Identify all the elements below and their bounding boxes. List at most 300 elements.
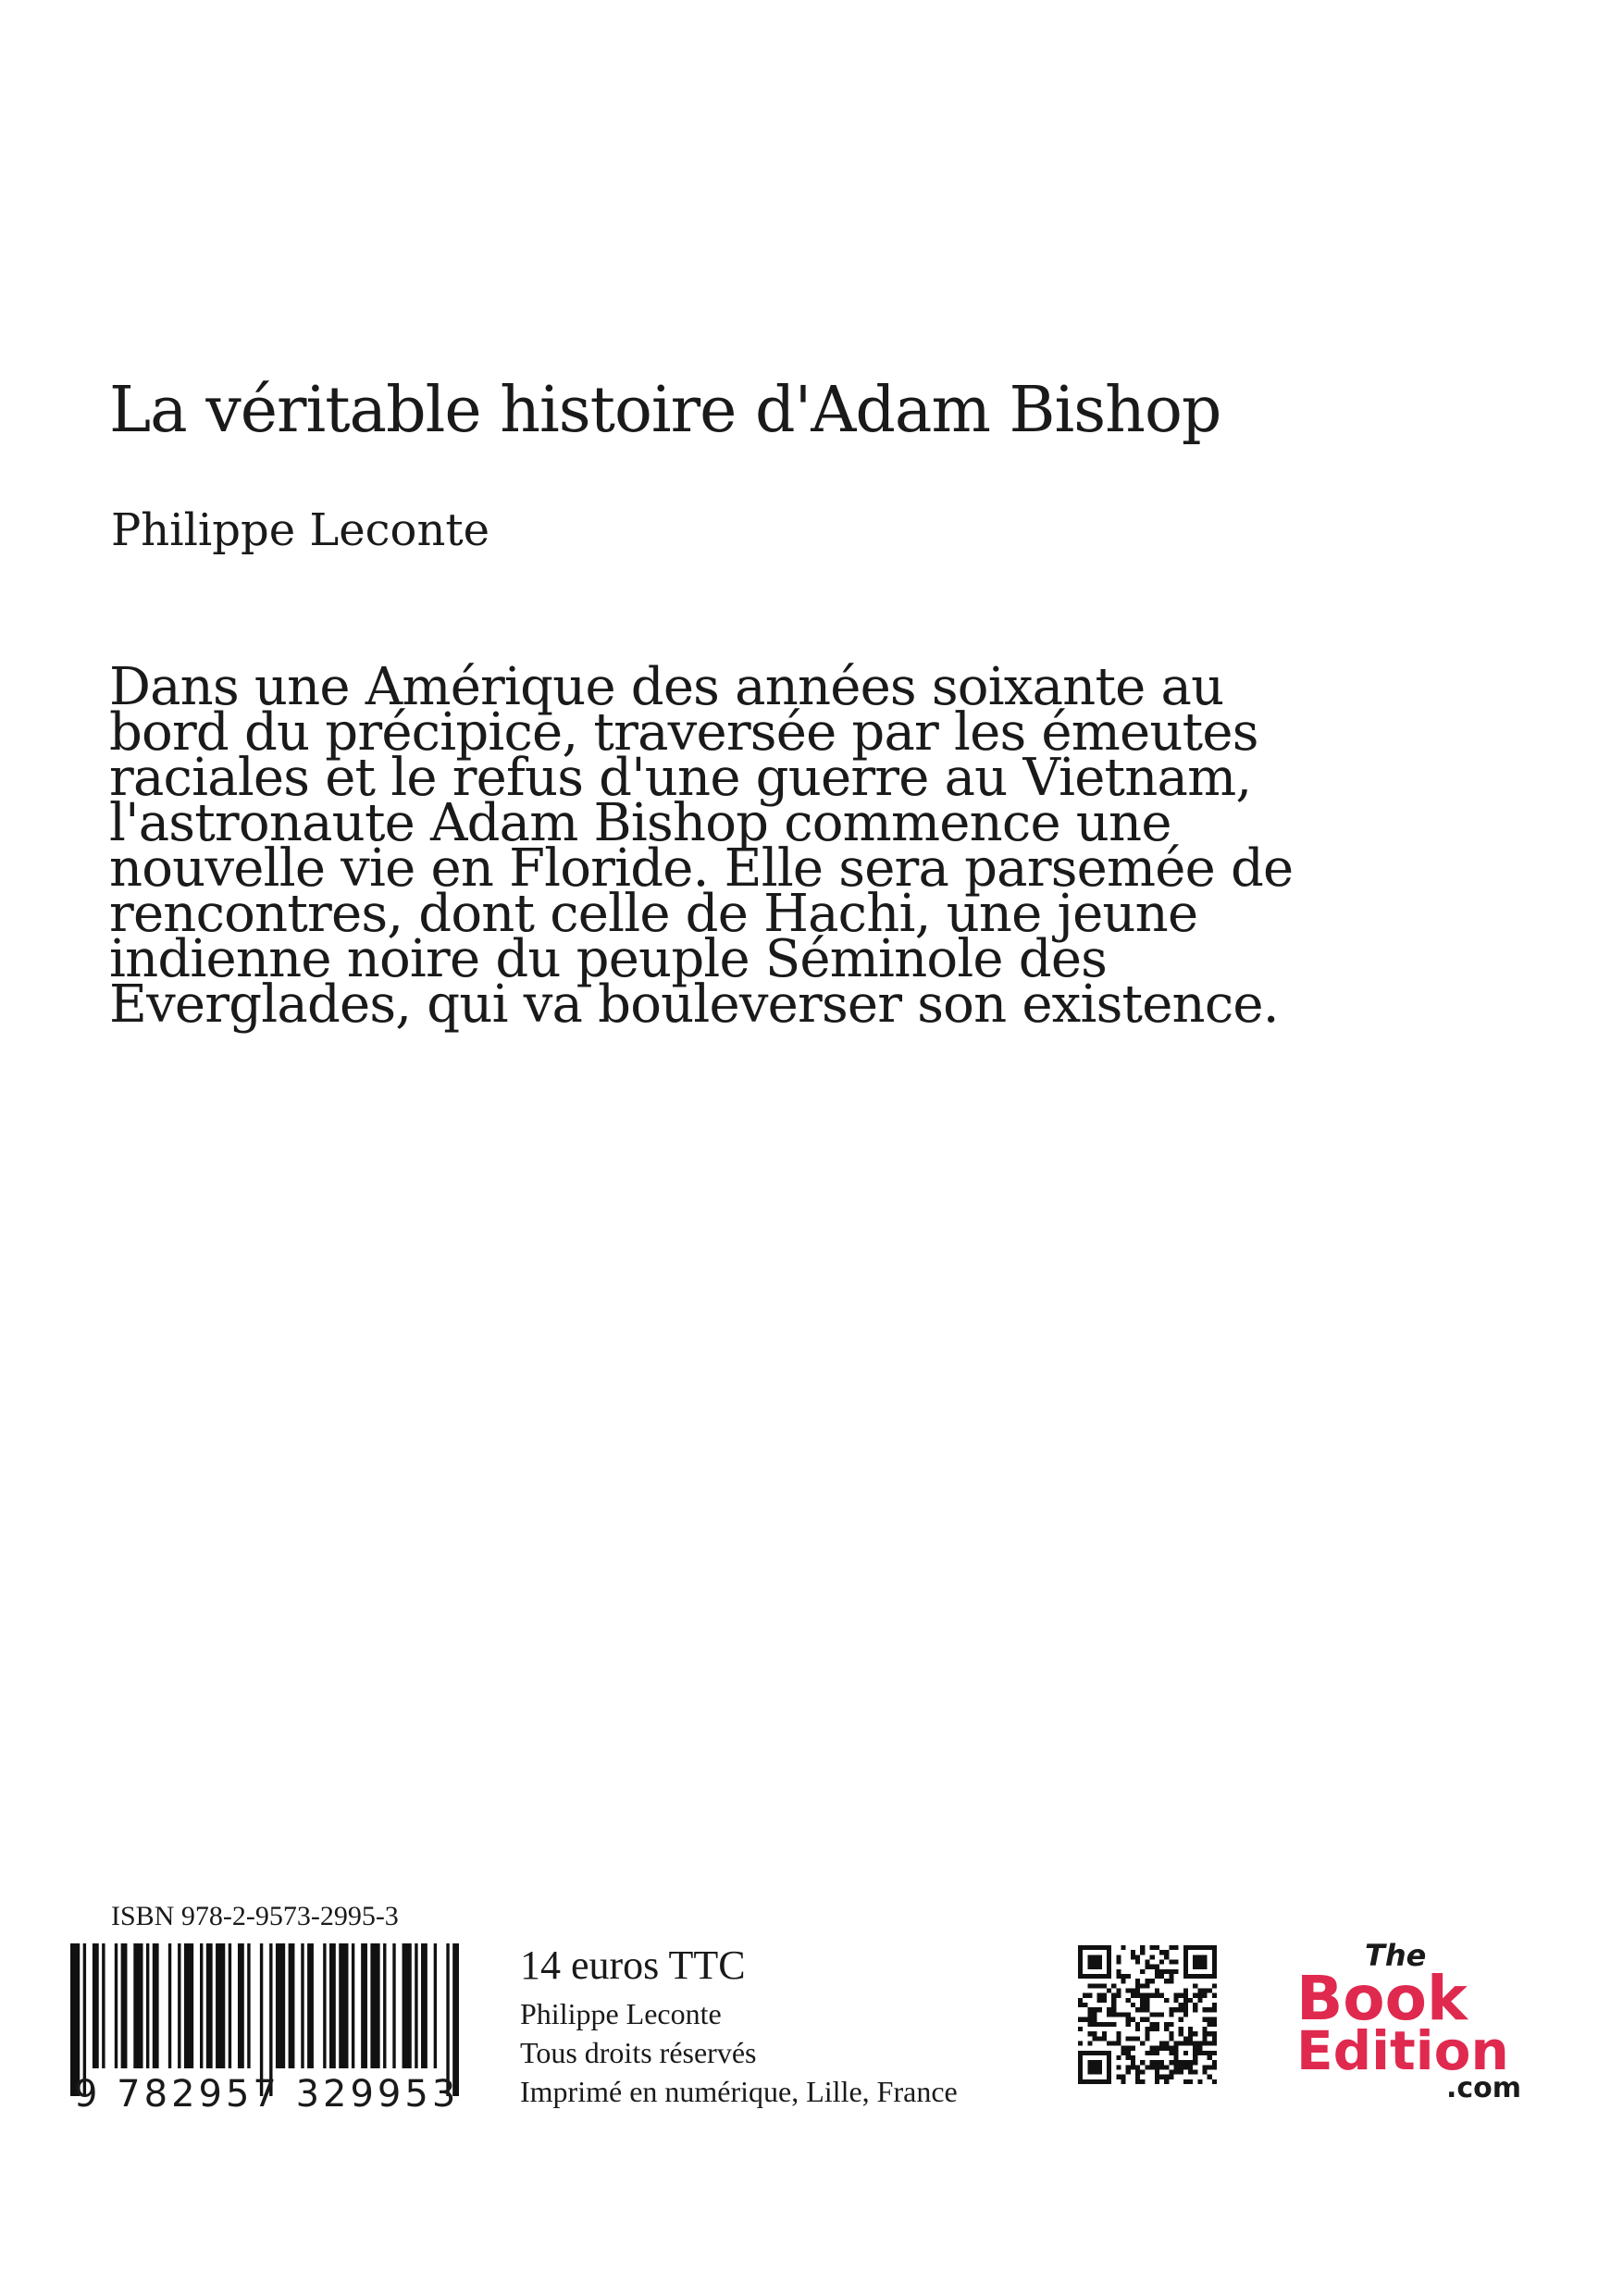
qr-module [1197, 1989, 1202, 1993]
qr-module [1116, 2012, 1121, 2017]
qr-module [1111, 1998, 1116, 2003]
qr-module [1208, 2075, 1212, 2079]
book-author: Philippe Leconte [111, 504, 490, 556]
qr-module [1087, 1955, 1102, 1969]
qr-module [1140, 2017, 1145, 2022]
qr-module [1126, 2012, 1131, 2017]
barcode-bar [289, 1943, 295, 2068]
qr-module [1202, 2007, 1207, 2012]
qr-module [1159, 1950, 1164, 1955]
publisher-logo [1291, 1934, 1541, 2101]
qr-module [1093, 1983, 1097, 1988]
barcode-bar [121, 1943, 128, 2068]
qr-module [1116, 1960, 1121, 1965]
qr-module [1183, 1998, 1188, 2003]
qr-module [1212, 2007, 1217, 2012]
qr-module [1116, 1955, 1121, 1959]
qr-module [1135, 2022, 1140, 2027]
qr-module [1202, 1989, 1207, 1993]
qr-module [1164, 2075, 1169, 2079]
qr-module [1155, 1974, 1159, 1979]
qr-module [1145, 2003, 1149, 2007]
qr-module [1121, 2075, 1126, 2079]
qr-module [1131, 2046, 1135, 2051]
barcode-bar [403, 1943, 412, 2068]
qr-module [1183, 1989, 1188, 1993]
qr-module [1140, 2069, 1145, 2074]
price: 14 euros TTC [520, 1942, 746, 1988]
qr-module [1121, 2046, 1126, 2051]
qr-module [1197, 2051, 1202, 2055]
logo-edition: Edition [1296, 2019, 1509, 2082]
qr-module [1093, 2036, 1097, 2041]
qr-module [1150, 1965, 1155, 1969]
qr-module [1140, 1983, 1145, 1988]
qr-module [1135, 1979, 1140, 1983]
qr-module [1212, 2036, 1217, 2041]
qr-module [1097, 1993, 1102, 1998]
barcode-digits: 9 782957 329953 [74, 2073, 460, 2116]
qr-module [1183, 1993, 1188, 1998]
qr-module [1135, 1960, 1140, 1965]
qr-module [1111, 1993, 1116, 1998]
qr-module [1150, 2022, 1155, 2027]
publisher-line: Philippe Leconte [520, 1997, 722, 2030]
qr-module [1164, 1955, 1169, 1959]
barcode-bar [93, 1943, 99, 2068]
qr-module [1150, 2012, 1155, 2017]
qr-module [1097, 1983, 1102, 1988]
qr-module [1164, 2022, 1169, 2027]
qr-module [1169, 2012, 1173, 2017]
qr-module [1212, 2060, 1217, 2065]
qr-module [1150, 1945, 1155, 1950]
qr-module [1140, 2003, 1145, 2007]
qr-module [1087, 2041, 1092, 2045]
blurb-line: Everglades, qui va bouleverser son existence. [109, 974, 1279, 1035]
qr-module [1179, 2027, 1183, 2031]
barcode-bar [216, 1943, 225, 2068]
qr-module [1212, 2079, 1217, 2084]
barcode-bar [229, 1943, 231, 2068]
qr-module [1159, 2046, 1164, 2051]
qr-module [1135, 1993, 1140, 1998]
qr-module [1145, 2051, 1149, 2055]
qr-module [1150, 1979, 1155, 1983]
qr-module [1121, 1974, 1126, 1979]
qr-module [1169, 2060, 1173, 2065]
qr-module [1202, 2051, 1207, 2055]
qr-module [1087, 1983, 1092, 1988]
isbn-label: ISBN 978-2-9573-2995-3 [111, 1901, 399, 1931]
qr-module [1126, 1974, 1131, 1979]
qr-module [1131, 2060, 1135, 2065]
qr-module [1169, 1960, 1173, 1965]
qr-module [1208, 2017, 1212, 2022]
barcode-bar [153, 1943, 159, 2068]
qr-module [1135, 2027, 1140, 2031]
qr-module [1169, 1945, 1173, 1950]
qr-module [1155, 2046, 1159, 2051]
qr-module [1126, 2069, 1131, 2074]
barcode-bar [392, 1943, 395, 2068]
qr-module [1087, 2007, 1092, 2012]
qr-module [1097, 2007, 1102, 2012]
qr-module [1140, 2060, 1145, 2065]
qr-module [1135, 2065, 1140, 2069]
qr-module [1155, 2060, 1159, 2065]
qr-module [1107, 2041, 1111, 2045]
barcode-bar [184, 1943, 193, 2068]
qr-module [1169, 2069, 1173, 2074]
qr-module [1208, 2031, 1212, 2036]
qr-module [1131, 1993, 1135, 1998]
qr-module [1193, 2031, 1197, 2036]
qr-module [1202, 2031, 1207, 2036]
qr-module [1208, 1989, 1212, 1993]
qr-module [1093, 2012, 1097, 2017]
barcode-bar [200, 1943, 203, 2068]
qr-module [1126, 2051, 1131, 2055]
qr-module [1212, 1983, 1217, 1988]
qr-module [1140, 1969, 1145, 1974]
qr-module [1202, 2017, 1207, 2022]
qr-module [1111, 2022, 1116, 2027]
qr-module [1155, 1989, 1159, 1993]
qr-module [1193, 2003, 1197, 2007]
qr-module [1155, 2079, 1159, 2084]
qr-module [1131, 1950, 1135, 1955]
qr-module [1159, 1993, 1164, 1998]
qr-module [1179, 2017, 1183, 2022]
blurb-line: bord du précipice, traversée par les émeutes [109, 702, 1258, 763]
qr-module [1102, 1998, 1107, 2003]
qr-module [1131, 2017, 1135, 2022]
barcode-bar [361, 1943, 367, 2068]
qr-module [1116, 1989, 1121, 1993]
qr-module [1155, 1945, 1159, 1950]
qr-module [1126, 2065, 1131, 2069]
qr-module [1173, 2069, 1178, 2074]
qr-module [1102, 1993, 1107, 1998]
barcode-bar [206, 1943, 213, 2068]
qr-module [1150, 2046, 1155, 2051]
qr-module [1097, 2036, 1102, 2041]
qr-module [1169, 2051, 1173, 2055]
blurb-line: l'astronaute Adam Bishop commence une [109, 793, 1171, 853]
qr-module [1173, 2065, 1178, 2069]
qr-module [1212, 2017, 1217, 2022]
qr-module [1116, 2065, 1121, 2069]
qr-module [1150, 2051, 1155, 2055]
qr-module [1102, 2036, 1107, 2041]
qr-module [1169, 2007, 1173, 2012]
qr-module [1155, 2012, 1159, 2017]
logo-the: The [1365, 1938, 1427, 1973]
qr-module [1212, 2041, 1217, 2045]
barcode-bar [133, 1943, 142, 2068]
qr-module [1131, 2003, 1135, 2007]
qr-module [1126, 2036, 1131, 2041]
qr-module [1087, 2017, 1092, 2022]
qr-module [1155, 1965, 1159, 1969]
qr-module [1145, 1960, 1149, 1965]
qr-module [1145, 1993, 1149, 1998]
qr-module [1145, 2017, 1149, 2022]
qr-module [1169, 2022, 1173, 2027]
barcode-bar [339, 1943, 348, 2068]
qr-module [1121, 1945, 1126, 1950]
qr-module [1093, 2031, 1097, 2036]
barcode-bar [434, 1943, 437, 2068]
qr-module [1097, 1998, 1102, 2003]
qr-module [1193, 1993, 1197, 1998]
qr-module [1202, 1993, 1207, 1998]
qr-module [1140, 2007, 1145, 2012]
qr-module [1150, 1955, 1155, 1959]
qr-module [1208, 2051, 1212, 2055]
qr-module [1179, 2065, 1183, 2069]
qr-module [1164, 2046, 1169, 2051]
qr-module [1164, 2065, 1169, 2069]
qr-module [1131, 2055, 1135, 2060]
qr-module [1135, 2007, 1140, 2012]
qr-module [1164, 1969, 1169, 1974]
qr-module [1173, 1969, 1178, 1974]
barcode-bar [421, 1943, 427, 2068]
qr-module [1116, 2041, 1121, 2045]
qr-module [1193, 2069, 1197, 2074]
qr-module [1208, 2022, 1212, 2027]
qr-module [1116, 1969, 1121, 1974]
qr-module [1078, 1998, 1083, 2003]
qr-module [1145, 2065, 1149, 2069]
qr-module [1188, 1998, 1193, 2003]
qr-module [1202, 2069, 1207, 2074]
barcode-bar [102, 1943, 105, 2068]
blurb-line: nouvelle vie en Floride. Elle sera parsemée de [109, 838, 1294, 899]
qr-module [1145, 1998, 1149, 2003]
qr-module [1155, 2069, 1159, 2074]
qr-module [1202, 2027, 1207, 2031]
qr-module [1140, 1950, 1145, 1955]
barcode-bar [146, 1943, 149, 2068]
qr-module [1111, 2003, 1116, 2007]
qr-module [1121, 2079, 1126, 2084]
qr-module [1159, 1960, 1164, 1965]
qr-module [1183, 2065, 1188, 2069]
qr-module [1159, 2060, 1164, 2065]
qr-module [1212, 2065, 1217, 2069]
qr-module [1164, 1998, 1169, 2003]
qr-module [1126, 2022, 1131, 2027]
qr-module [1121, 1979, 1126, 1983]
qr-module [1208, 2007, 1212, 2012]
qr-module [1179, 1993, 1183, 1998]
qr-module [1097, 2022, 1102, 2027]
qr-module [1179, 2003, 1183, 2007]
logo-com: .com [1446, 2072, 1522, 2101]
qr-module [1150, 1993, 1155, 1998]
qr-module [1169, 2036, 1173, 2041]
qr-module [1135, 1983, 1140, 1988]
qr-module [1159, 2065, 1164, 2069]
qr-module [1145, 2036, 1149, 2041]
qr-module [1179, 2031, 1183, 2036]
qr-module [1188, 2065, 1193, 2069]
barcode-bar [178, 1943, 180, 2068]
qr-module [1159, 2075, 1164, 2079]
qr-module [1159, 1969, 1164, 1974]
qr-module [1193, 2007, 1197, 2012]
qr-module [1116, 1974, 1121, 1979]
qr-module [1173, 2007, 1178, 2012]
qr-module [1159, 1974, 1164, 1979]
blurb-line: raciales et le refus d'une guerre au Vietnam, [109, 748, 1252, 808]
qr-module [1145, 1965, 1149, 1969]
qr-module [1212, 2051, 1217, 2055]
qr-module [1145, 1983, 1149, 1988]
qr-module [1173, 1993, 1178, 1998]
barcode-bar [115, 1943, 118, 2068]
barcode-bar [168, 1943, 171, 2068]
qr-module [1111, 1983, 1116, 1988]
qr-module [1087, 2031, 1092, 2036]
qr-module [1131, 1989, 1135, 1993]
qr-module [1083, 1993, 1087, 1998]
qr-module [1212, 2031, 1217, 2036]
qr-module [1193, 1955, 1208, 1969]
qr-module [1140, 1998, 1145, 2003]
qr-module [1093, 2007, 1097, 2012]
blurb-line: indienne noire du peuple Séminole des [109, 929, 1108, 989]
qr-module [1140, 1993, 1145, 1998]
qr-module [1155, 1993, 1159, 1998]
barcode-bar [247, 1943, 250, 2068]
qr-module [1078, 2041, 1083, 2045]
barcode-bar [383, 1943, 386, 2068]
qr-module [1116, 2075, 1121, 2079]
qr-module [1164, 2041, 1169, 2045]
qr-module [1135, 2079, 1140, 2084]
qr-module [1116, 2036, 1121, 2041]
qr-module [1208, 2041, 1212, 2045]
qr-module [1111, 2041, 1116, 2045]
qr-module [1169, 1979, 1173, 1983]
qr-module [1102, 1983, 1107, 1988]
qr-module [1140, 2079, 1145, 2084]
qr-module [1173, 1945, 1178, 1950]
barcode-bar [307, 1943, 314, 2068]
publisher-line: Imprimé en numérique, Lille, France [520, 2075, 958, 2108]
qr-module [1208, 2065, 1212, 2069]
qr-module [1173, 1998, 1178, 2003]
qr-module [1131, 2036, 1135, 2041]
qr-module [1155, 1969, 1159, 1974]
qr-module [1155, 2022, 1159, 2027]
qr-module [1150, 2060, 1155, 2065]
qr-module [1107, 2007, 1111, 2012]
qr-module [1155, 2075, 1159, 2079]
qr-module [1078, 2017, 1083, 2022]
logo-book: Book [1296, 1963, 1468, 2034]
qr-module [1078, 2003, 1083, 2007]
qr-module [1083, 2017, 1087, 2022]
qr-module [1188, 2031, 1193, 2036]
qr-module [1212, 2022, 1217, 2027]
qr-module [1169, 2075, 1173, 2079]
qr-module [1135, 2069, 1140, 2074]
qr-module [1197, 2079, 1202, 2084]
qr-module [1212, 1993, 1217, 1998]
qr-module [1164, 2079, 1169, 2084]
barcode-bar [415, 1943, 417, 2068]
qr-module [1183, 2007, 1188, 2012]
qr-module [1126, 2046, 1131, 2051]
qr-module [1107, 2022, 1111, 2027]
qr-module [1131, 1955, 1135, 1959]
qr-module [1116, 2031, 1121, 2036]
qr-module [1116, 1993, 1121, 1998]
qr-module [1159, 2041, 1164, 2045]
qr-module [1116, 2055, 1121, 2060]
qr-module [1202, 2065, 1207, 2069]
qr-module [1107, 2012, 1111, 2017]
qr-module [1150, 2027, 1155, 2031]
qr-module [1087, 2022, 1092, 2027]
qr-module [1179, 2007, 1183, 2012]
qr-module [1121, 2012, 1126, 2017]
qr-module [1087, 2060, 1102, 2075]
qr-module [1107, 1989, 1111, 1993]
qr-module [1093, 2017, 1097, 2022]
qr-module [1169, 1974, 1173, 1979]
qr-module [1183, 2003, 1188, 2007]
qr-module [1164, 2027, 1169, 2031]
qr-module [1145, 2027, 1149, 2031]
qr-module [1087, 2012, 1092, 2017]
qr-module [1188, 2036, 1193, 2041]
qr-module [1078, 2027, 1083, 2031]
qr-module [1111, 2012, 1116, 2017]
qr-module [1135, 2075, 1140, 2079]
qr-module [1126, 1998, 1131, 2003]
qr-module [1169, 1969, 1173, 1974]
qr-module [1183, 2051, 1188, 2055]
qr-module [1083, 2003, 1087, 2007]
qr-module [1197, 1998, 1202, 2003]
qr-module [1164, 1979, 1169, 1983]
qr-module [1159, 2012, 1164, 2017]
qr-code [1078, 1945, 1217, 2084]
qr-module [1131, 2065, 1135, 2069]
barcode-bar [370, 1943, 379, 2068]
qr-module [1188, 2079, 1193, 2084]
barcode-bar [301, 1943, 304, 2068]
publisher-line: Tous droits réservés [520, 2036, 757, 2069]
qr-module [1183, 2079, 1188, 2084]
qr-module [1183, 2036, 1188, 2041]
qr-module [1155, 2027, 1159, 2031]
qr-module [1197, 2041, 1202, 2045]
qr-module [1208, 2055, 1212, 2060]
qr-module [1212, 2003, 1217, 2007]
qr-module [1193, 1983, 1197, 1988]
qr-module [1135, 1955, 1140, 1959]
qr-module [1087, 1993, 1092, 1998]
barcode-bar [276, 1943, 285, 2068]
qr-module [1126, 2055, 1131, 2060]
